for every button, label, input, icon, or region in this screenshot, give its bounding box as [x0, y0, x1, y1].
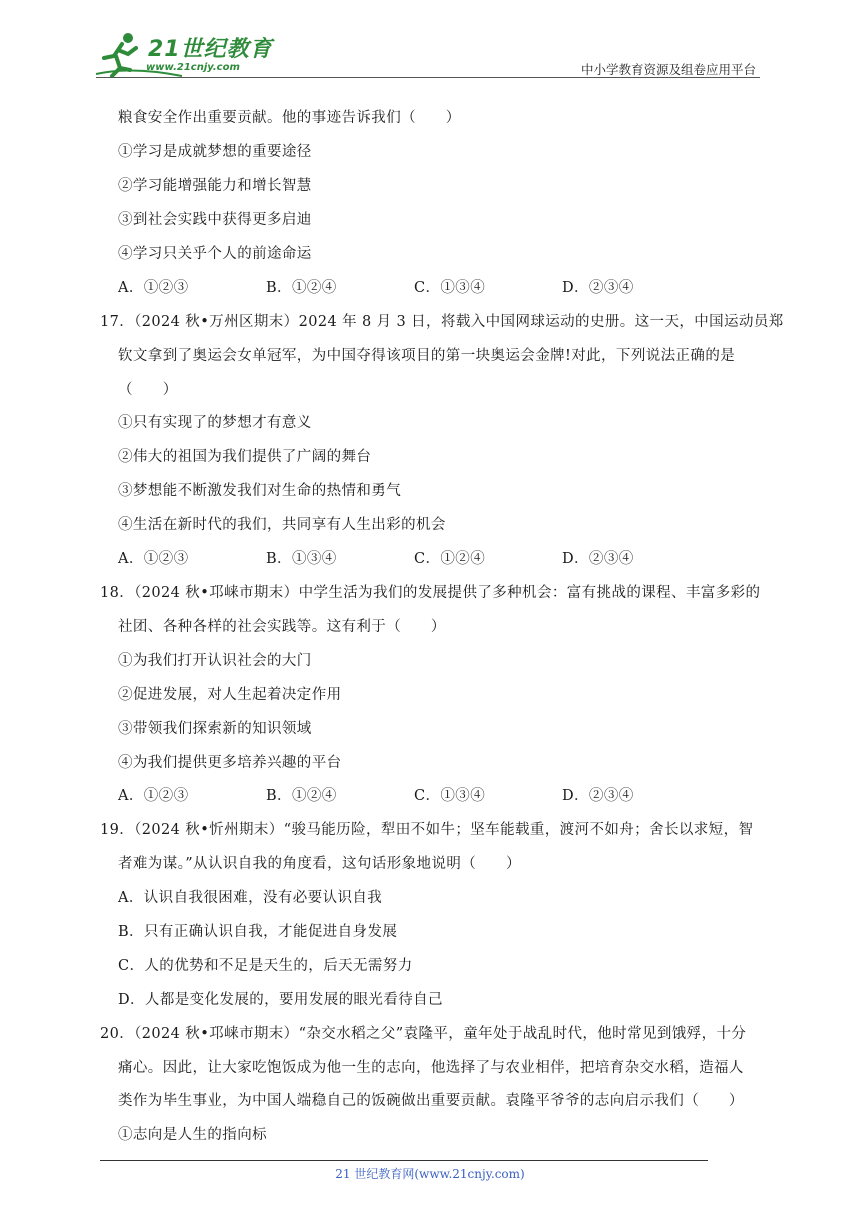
q17-option-a[interactable]: A．①②③	[118, 551, 189, 567]
q18-item-2: ②促进发展，对人生起着决定作用	[118, 687, 342, 703]
q17-item-4: ④生活在新时代的我们，共同享有人生出彩的机会	[118, 517, 446, 533]
q18-stem-line-2: 社团、各种各样的社会实践等。这有利于（ ）	[118, 619, 446, 635]
q17-option-b[interactable]: B．①③④	[266, 551, 337, 567]
header-divider	[96, 77, 760, 78]
page-header	[0, 0, 860, 90]
q19-choice-b[interactable]: B．只有正确认识自我，才能促进自身发展	[118, 924, 398, 940]
q18-item-4: ④为我们提供更多培养兴趣的平台	[118, 755, 342, 771]
q16-option-a[interactable]: A．①②③	[118, 280, 189, 296]
q19-choice-d[interactable]: D．人都是变化发展的，要用发展的眼光看待自己	[118, 992, 443, 1008]
q16-stem-end: 粮食安全作出重要贡献。他的事迹告诉我们（ ）	[118, 110, 461, 126]
q18-option-b[interactable]: B．①②④	[266, 788, 337, 804]
header-platform-text: 中小学教育资源及组卷应用平台	[580, 62, 756, 77]
q17-stem-line-1: 17．（2024 秋•万州区期末）2024 年 8 月 3 日，将载入中国网球运动的史册。这一天，中国运动员郑	[100, 314, 784, 330]
q16-item-1: ①学习是成就梦想的重要途径	[118, 144, 312, 160]
q16-item-4: ④学习只关乎个人的前途命运	[118, 246, 312, 262]
q17-item-2: ②伟大的祖国为我们提供了广阔的舞台	[118, 449, 372, 465]
q16-item-2: ②学习能增强能力和增长智慧	[118, 178, 312, 194]
q20-stem-line-1: 20．（2024 秋•邛崃市期末）“杂交水稻之父”袁隆平，童年处于战乱时代，他时常见到饿殍，十分	[100, 1026, 747, 1042]
q16-option-c[interactable]: C．①③④	[414, 280, 486, 296]
logo-url: www.21cnjy.com	[146, 62, 240, 73]
q17-stem-line-2: 钦文拿到了奥运会女单冠军，为中国夺得该项目的第一块奥运会金牌!对此，下列说法正确的是	[118, 348, 736, 364]
q17-item-1: ①只有实现了的梦想才有意义	[118, 415, 312, 431]
q18-item-1: ①为我们打开认识社会的大门	[118, 653, 312, 669]
q17-option-d[interactable]: D．②③④	[562, 551, 634, 567]
q19-choice-a[interactable]: A．认识自我很困难，没有必要认识自我	[118, 890, 383, 906]
q18-item-3: ③带领我们探索新的知识领域	[118, 721, 312, 737]
q16-option-d[interactable]: D．②③④	[562, 280, 634, 296]
footer-divider	[100, 1160, 708, 1161]
q17-item-3: ③梦想能不断激发我们对生命的热情和勇气	[118, 483, 402, 499]
logo-text: 21世纪教育	[148, 37, 273, 62]
q20-stem-line-2: 痛心。因此，让大家吃饱饭成为他一生的志向，他选择了与农业相伴，把培育杂交水稻，造福人	[118, 1060, 744, 1076]
q20-stem-line-3: 类作为毕生事业，为中国人端稳自己的饭碗做出重要贡献。袁隆平爷爷的志向启示我们（ ）	[118, 1093, 744, 1109]
q20-item-1: ①志向是人生的指向标	[118, 1127, 267, 1143]
q19-stem-line-1: 19．（2024 秋•忻州期末）“骏马能历险，犁田不如牛；坚车能载重，渡河不如舟；舍长以求短，智	[100, 822, 754, 838]
q17-stem-line-3: （ ）	[118, 382, 178, 398]
q18-option-c[interactable]: C．①③④	[414, 788, 486, 804]
q16-item-3: ③到社会实践中获得更多启迪	[118, 212, 312, 228]
q19-choice-c[interactable]: C．人的优势和不足是天生的，后天无需努力	[118, 958, 413, 974]
q18-option-d[interactable]: D．②③④	[562, 788, 634, 804]
q18-stem-line-1: 18．（2024 秋•邛崃市期末）中学生活为我们的发展提供了多种机会：富有挑战的课程、丰富多彩的	[100, 585, 761, 601]
q18-option-a[interactable]: A．①②③	[118, 788, 189, 804]
q19-stem-line-2: 者难为谋。”从认识自我的角度看，这句话形象地说明（ ）	[118, 856, 521, 872]
footer-text[interactable]: 21 世纪教育网(www.21cnjy.com)	[335, 1167, 525, 1181]
q17-option-c[interactable]: C．①②④	[414, 551, 486, 567]
q16-option-b[interactable]: B．①②④	[266, 280, 337, 296]
